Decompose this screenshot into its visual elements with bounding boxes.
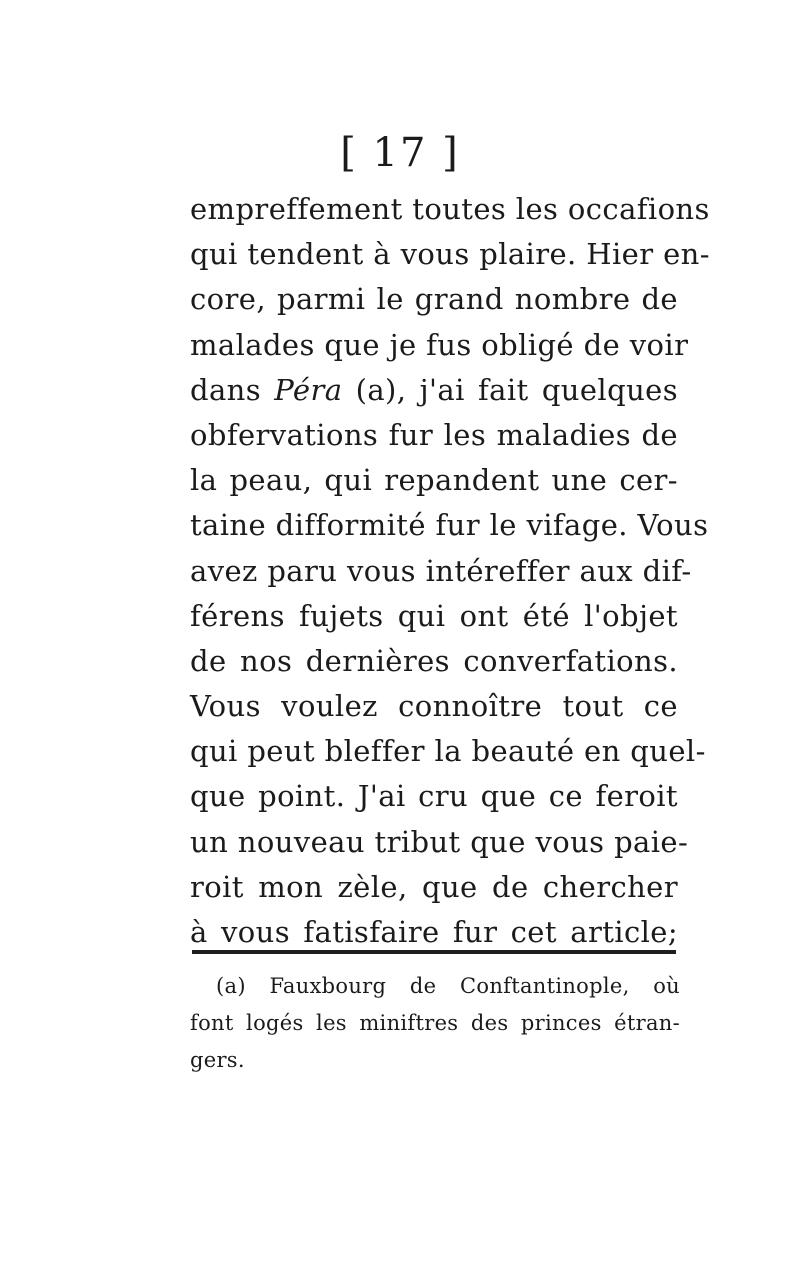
body-text [190,187,710,955]
pera-after: (a), j'ai fait quelques [342,372,678,407]
text-line: qui tendent à vous plaire. Hier en- [190,237,710,272]
text-line: que point. J'ai cru que ce feroit [190,779,678,814]
footnote-rule [192,950,676,954]
text-line: férens fujets qui ont été l'objet [190,598,678,633]
text-line: core, parmi le grand nombre de [190,282,678,317]
footnote-line: gers. [190,1048,245,1072]
footnote-line: (a) Fauxbourg de Conftantinople, où [216,974,680,998]
text-line: taine difformité fur le vifage. Vous [190,508,709,543]
text-line: empreffement toutes les occafions [190,192,710,226]
footnote [190,968,680,1079]
page-number: [ 17 ] [340,130,460,176]
text-line: roit mon zèle, que de chercher [190,869,678,904]
pera-before: dans [190,372,275,407]
text-line: obfervations fur les maladies de [190,417,678,452]
text-line: à vous fatisfaire fur cet article; [190,915,678,949]
text-line: la peau, qui repandent une cer- [190,463,678,498]
text-line: avez paru vous intéreffer aux dif- [190,553,692,588]
text-line: Vous voulez connoître tout ce [190,689,678,724]
text-line: qui peut bleffer la beauté en quel- [190,734,706,769]
footnote-line: font logés les miniftres des princes étran- [190,1011,680,1035]
text-line: un nouveau tribut que vous paie- [190,824,689,859]
text-line: malades que je fus obligé de voir [190,327,689,362]
text-line: de nos dernières converfations. [190,643,678,678]
text-line-pera [190,368,678,413]
pera-italic: Péra [274,372,343,407]
